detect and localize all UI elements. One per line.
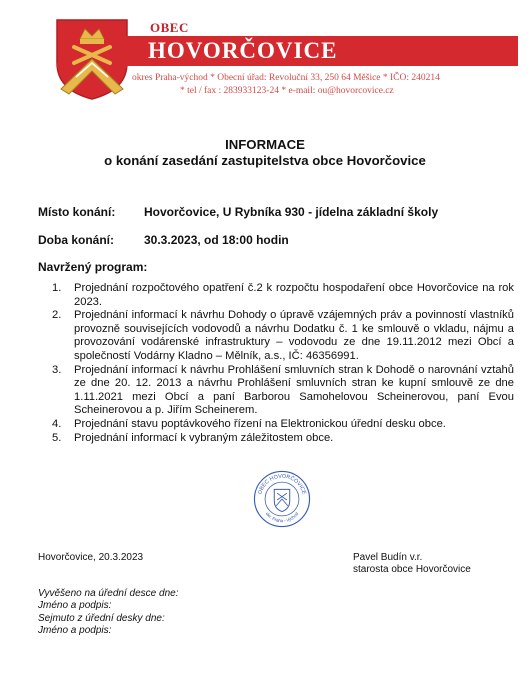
program-item-text: Projednání stavu poptávkového řízení na Elektronickou úřední desku obce. [74,417,446,430]
document-title: INFORMACE [225,137,305,152]
obec-label: OBEC [150,20,189,35]
program-item [52,364,514,418]
program-item-number: 5. [52,431,62,444]
posting-record [38,588,178,638]
date-value: 30.3.2023, od 18:00 hodin [144,233,289,247]
official-stamp-icon [253,470,311,528]
signer-name: Pavel Budín v.r. [353,552,423,563]
contact-line-2: * tel / fax : 283933123-24 * e-mail: ou@hovorcovice.cz [180,86,394,96]
program-item-number: 1. [52,282,62,294]
contact-line-1: okres Praha-východ * Obecní úřad: Revoluční 33, 250 64 Měšice * IČO: 240214 [132,73,440,83]
document-subtitle: o konání zasedání zastupitelstva obce Hovorčovice [104,153,426,168]
program-item [52,432,514,446]
stamp-top-text: OBEC HOVORČOVICE [257,473,307,496]
program-item [52,418,514,432]
place-value: Hovorčovice, U Rybníka 930 - jídelna základní školy [144,205,439,219]
date-label: Doba konání: [38,233,115,247]
program-item-number: 3. [52,363,62,376]
program-heading: Navržený program: [38,260,148,274]
removed-label: Sejmuto z úřední desky dne: [38,612,165,624]
stamp-bottom-text: okr. Praha - východ [264,511,300,524]
municipality-name: HOVORČOVICE [148,38,338,63]
program-item-number: 4. [52,417,62,430]
signer-role: starosta obce Hovorčovice [353,564,471,575]
name-sign-label: Jméno a podpis: [38,625,112,637]
posted-label: Vyvěšeno na úřední desce dne: [38,588,179,599]
program-item [52,282,514,309]
program-item-text: Projednání informací k návrhu Prohlášení smluvních stran k Dohodě o narovnání vztahů ze dne 20. 12. 2013 a návrhu Prohlášení smluvních stran ke kupní smlouvě ze dne 1.11.2021 mezi Obcí a paní Barborou Samohelovou Scheinerovou, paní Evou Scheinerovou a p. Jiřím Scheinerem. [74,363,514,417]
name-sign-label: Jméno a podpis: [38,600,112,612]
program-item-number: 2. [52,309,62,322]
program-item-text: Projednání informací k vybraným záležitostem obce. [74,431,334,444]
place-label: Místo konání: [38,205,116,219]
program-item-text: Projednání informací k návrhu Dohody o úpravě vzájemných práv a povinností vlastníků provozně souvisejících vodovodů a návrhu Dodatku č. 1 ke smlouvě o vkladu, nájmu a provozování vodárenské infrastruktury – vodovodu ze dne 19.11.2012 mezi Obcí a společností Vodárny Kladno – Mělník, a.s., IČ: 46356991. [74,309,514,362]
municipal-coat-of-arms-icon [54,17,130,101]
program-item [52,309,514,363]
place-and-date: Hovorčovice, 20.3.2023 [38,552,144,563]
program-item-text: Projednání rozpočtového opatření č.2 k rozpočtu hospodaření obce Hovorčovice na rok 2023. [74,282,514,308]
program-list [52,282,514,445]
